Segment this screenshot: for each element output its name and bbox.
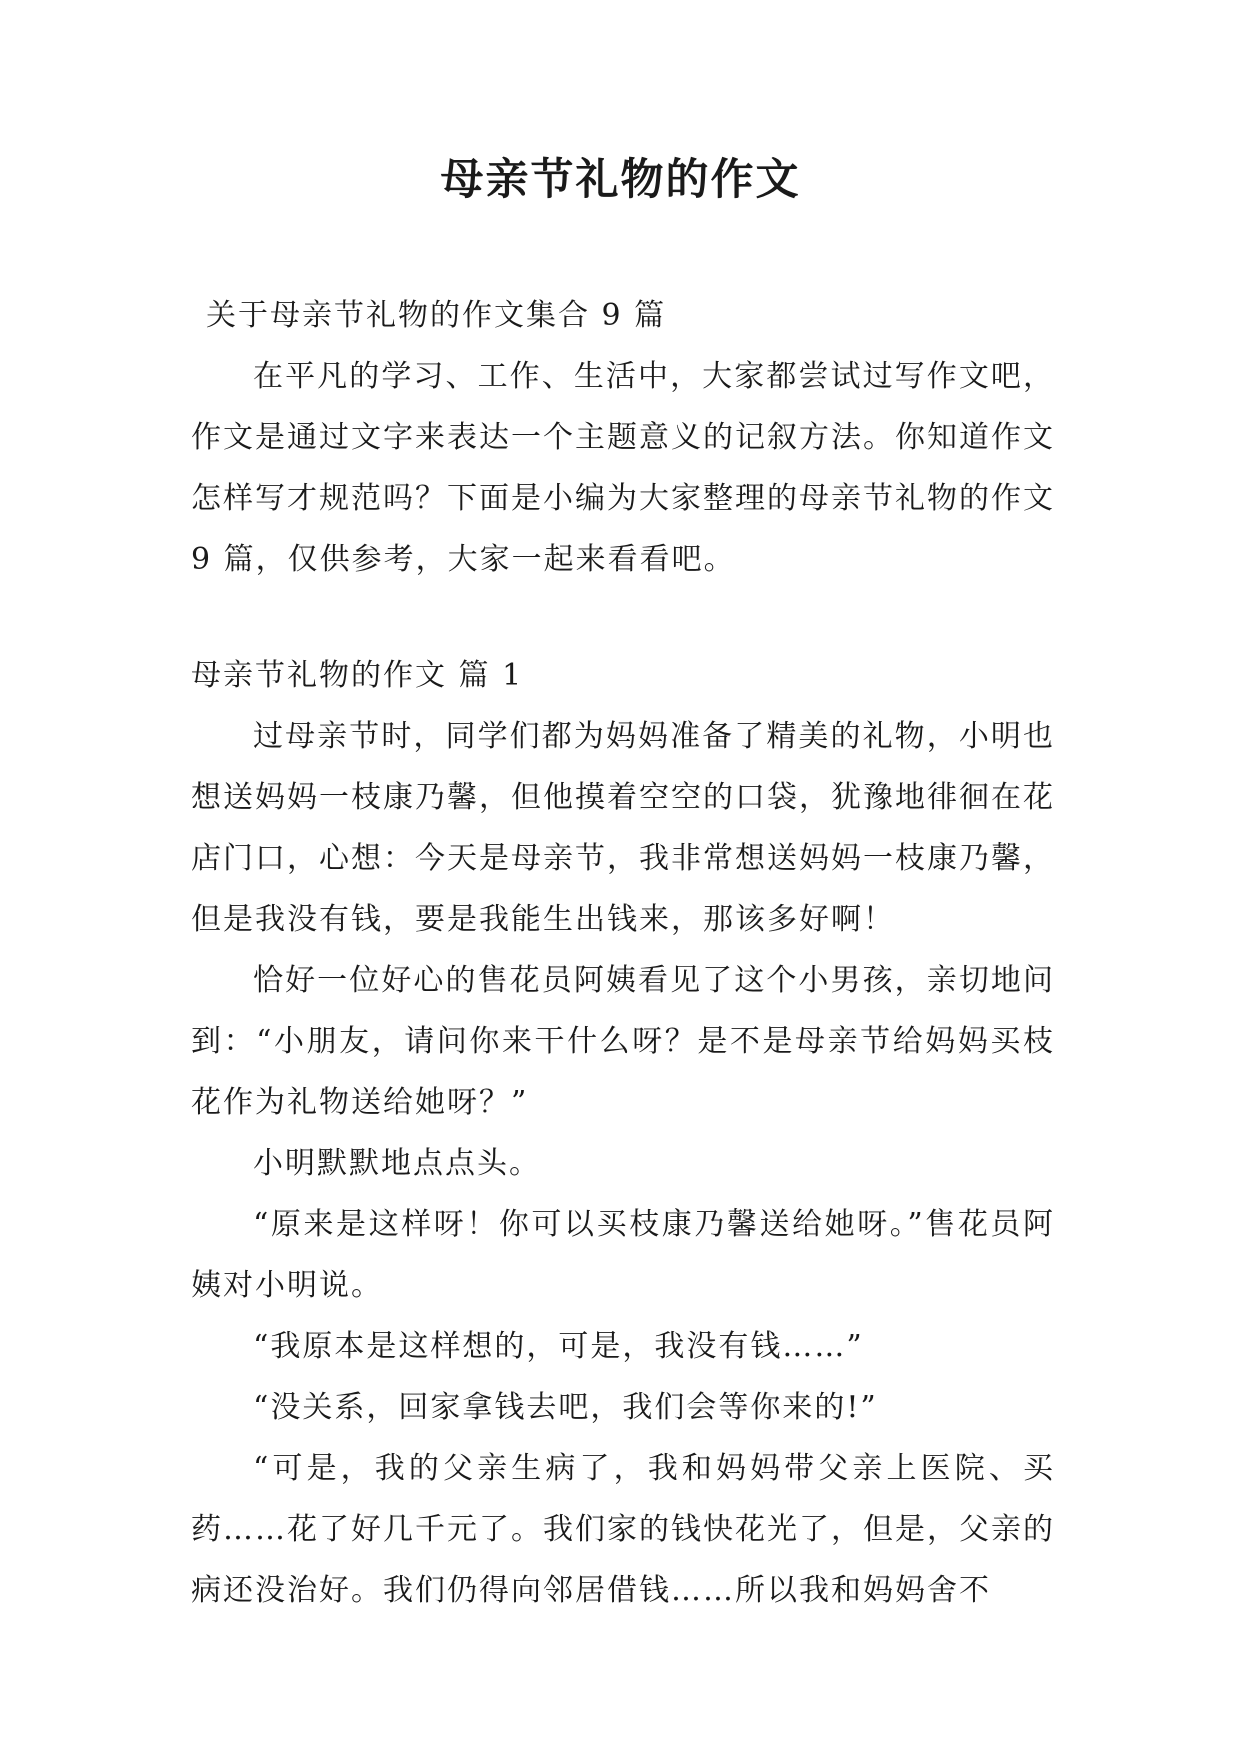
body-paragraph: “我原本是这样想的，可是，我没有钱……”	[253, 1329, 864, 1364]
section-heading: 母亲节礼物的作文 篇 1	[191, 658, 524, 693]
body-paragraph: 小明默默地点点头。	[253, 1146, 541, 1181]
body-paragraph: “原来是这样呀！你可以买枝康乃馨送给她呀。”售花员阿姨对小明说。	[191, 1207, 1055, 1303]
document-subtitle: 关于母亲节礼物的作文集合 9 篇	[206, 298, 667, 333]
section-spacer	[191, 590, 1055, 645]
document-body	[191, 285, 1055, 1621]
body-paragraph: “可是，我的父亲生病了，我和妈妈带父亲上医院、买药……花了好几千元了。我们家的钱快花光了，但是，父亲的病还没治好。我们仍得向邻居借钱……所以我和妈妈舍不	[191, 1451, 1055, 1608]
body-paragraph: 过母亲节时，同学们都为妈妈准备了精美的礼物，小明也想送妈妈一枝康乃馨，但他摸着空空的口袋，犹豫地徘徊在花店门口，心想：今天是母亲节，我非常想送妈妈一枝康乃馨，但是我没有钱，要是我能生出钱来，那该多好啊！	[191, 719, 1055, 937]
body-paragraph: “没关系，回家拿钱去吧，我们会等你来的!”	[253, 1390, 878, 1425]
document-title: 母亲节礼物的作文	[440, 155, 801, 205]
body-paragraph: 恰好一位好心的售花员阿姨看见了这个小男孩，亲切地问到：“小朋友，请问你来干什么呀？是不是母亲节给妈妈买枝花作为礼物送给她呀？”	[191, 963, 1055, 1120]
intro-paragraph: 在平凡的学习、工作、生活中，大家都尝试过写作文吧，作文是通过文字来表达一个主题意义的记叙方法。你知道作文怎样写才规范吗？下面是小编为大家整理的母亲节礼物的作文 9 篇，仅供参考，大家一起来看看吧。	[191, 359, 1055, 577]
